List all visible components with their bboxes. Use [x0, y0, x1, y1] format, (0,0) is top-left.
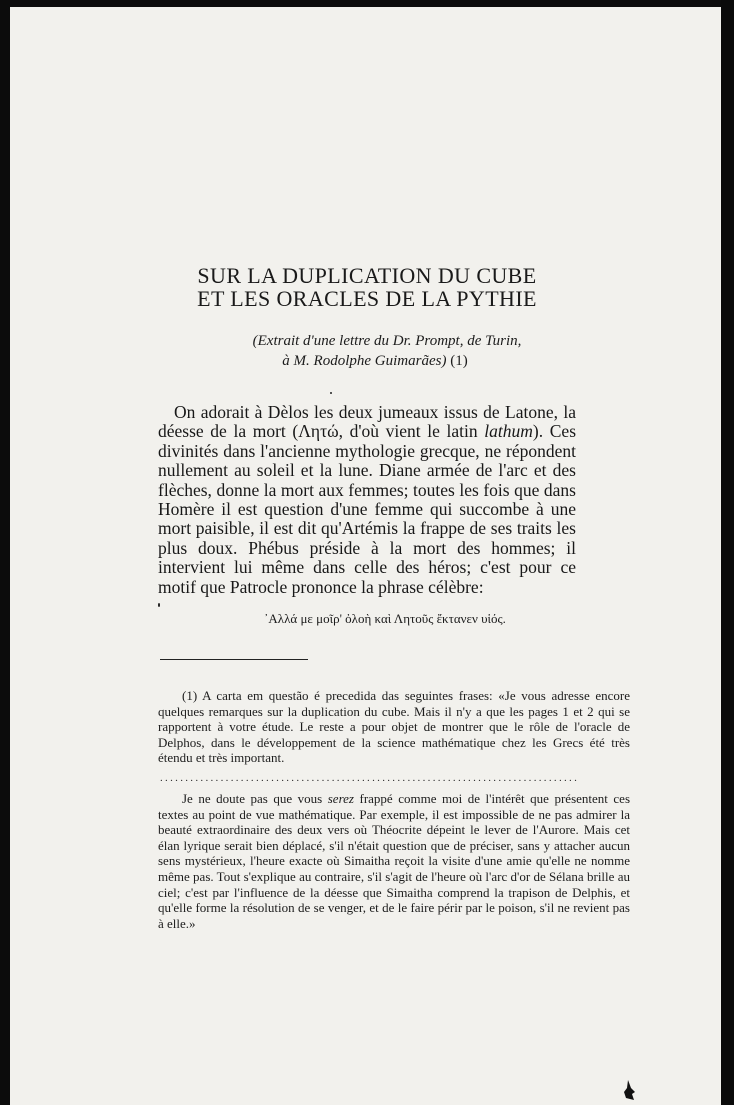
body-latin-word: lathum	[484, 421, 533, 442]
ellipsis-line: ...................................................................................	[160, 772, 580, 784]
footnote-italic-word: serez	[327, 791, 354, 806]
title-line-2: ET LES ORACLES DE LA PYTHIE	[197, 286, 537, 311]
title-line-1: SUR LA DUPLICATION DU CUBE	[197, 263, 537, 288]
main-paragraph	[158, 403, 576, 597]
subtitle-recipient: à M. Rodolphe Guimarães)	[282, 353, 447, 369]
body-text-1: On adorait à Dèlos les deux jumeaux issus de Latone, la déesse de la mort (Λητώ, d'où vient le latin	[158, 402, 576, 442]
footnote-text-1: (1) A carta em questão é precedida das seguintes frases: «Je vous adresse encore quelques remarques sur la duplication du cube. Mais il n'y a que les pages 1 et 2 qui se rapportent à votre étude. Le reste a pour objet de montrer que le rôle de l'oracle de Delphos, dans le développement de la science mathématique chez les Grecs été très étendu et très important.	[158, 688, 630, 766]
greek-verse: ᾿Αλλά με μοῖρ' ὀλοὴ καὶ Λητοῦς ἔκτανεν υἱός.	[264, 611, 506, 626]
scan-border	[721, 0, 734, 1105]
scan-speck	[330, 392, 332, 394]
footnote-separator	[160, 659, 308, 660]
footnote-text-2a: Je ne doute pas que vous	[182, 791, 328, 806]
footnote-paragraph-1	[158, 688, 630, 766]
footnote-paragraph-2	[158, 791, 630, 931]
body-text-2: ). Ces divinités dans l'ancienne mythologie grecque, ne répondent nullement au soleil et la lune. Diane armée de l'arc et des flèches, donne la mort aux femmes; toutes les fois que dans Homère il est question d'une femme qui succombe à une mort paisible, il est dit qu'Artémis la frappe de ses traits les plus doux. Phébus préside à la mort des hommes; il intervient lui même dans celle des héros; c'est pour ce motif que Patrocle prononce la phrase célèbre:	[158, 421, 577, 597]
footnote-text-2b: frappé comme moi de l'intérêt que présentent ces textes au point de vue mathématique. Par exemple, il est impossible de ne pas admirer la beauté extraordinaire des deux vers où Théocrite dépeint le lever de l'Aurore. Mais cet élan lyrique serait bien déplacé, s'il n'était question que de préciser, sans y attacher aucun sens mystérieux, l'heure exacte où Simaitha reçoit la visite d'une amie qu'elle ne nomme même pas. Tout s'explique au contraire, s'il s'agit de l'heure où l'arc d'or de Sélana brille au ciel; c'est par l'influence de la déesse que Simaitha comprend la trapison de Delphis, et qu'elle forme la résolution de se venger, et de le faire périr par le poison, s'il ne revient pas à elle.»	[158, 791, 631, 931]
subtitle-line-2	[8, 353, 734, 370]
scan-ink-mark	[622, 1080, 636, 1100]
footnote-reference: (1)	[450, 353, 468, 369]
scan-speck	[158, 603, 160, 607]
subtitle-line-1: (Extrait d'une lettre du Dr. Prompt, de Turin,	[252, 333, 522, 349]
